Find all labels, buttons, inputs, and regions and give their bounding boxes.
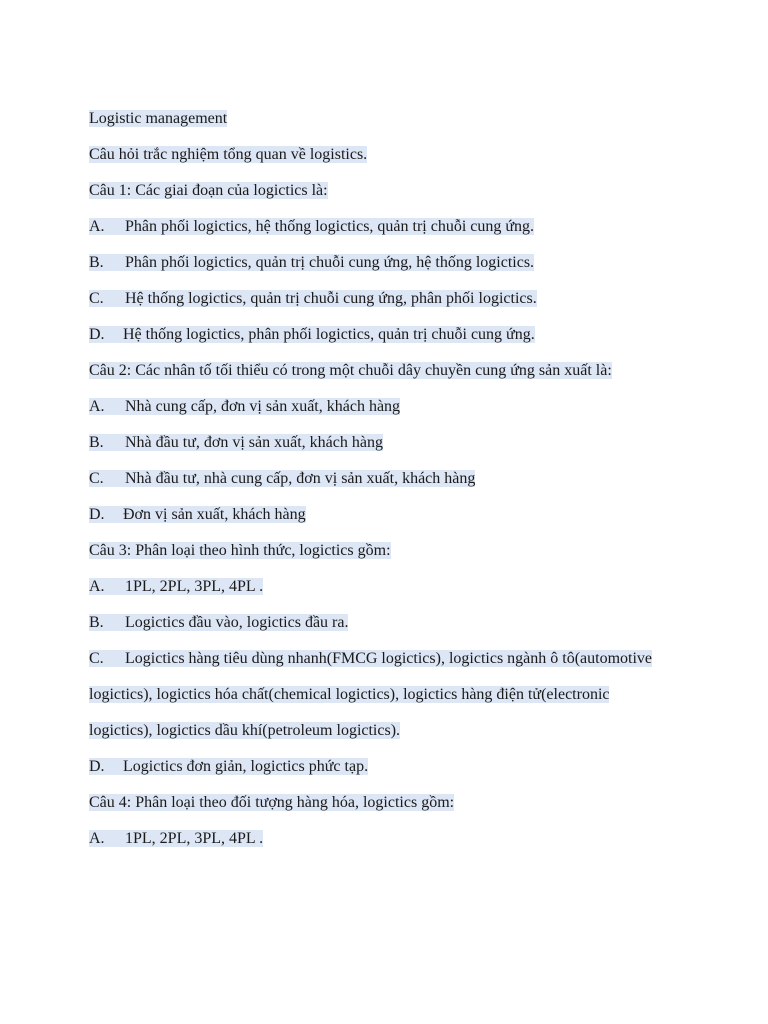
question-3-option-c-continued: logictics), logictics hóa chất(chemical logictics), logictics hàng điện tử(electronic — [89, 686, 610, 703]
question-2-option-b: B. Nhà đầu tư, đơn vị sản xuất, khách hàng — [89, 434, 383, 451]
document-body — [89, 108, 669, 864]
document-title: Logistic management — [89, 110, 228, 127]
question-1-option-d: D. Hệ thống logictics, phân phối logictics, quản trị chuỗi cung ứng. — [89, 326, 535, 343]
question-3: Câu 3: Phân loại theo hình thức, logictics gồm: — [89, 542, 391, 559]
question-1-option-c: C. Hệ thống logictics, quản trị chuỗi cung ứng, phân phối logictics. — [89, 290, 537, 307]
document-subtitle: Câu hỏi trắc nghiệm tổng quan về logistics. — [89, 146, 368, 163]
question-3-option-d: D. Logictics đơn giản, logictics phức tạp. — [89, 758, 369, 775]
question-1-option-a: A. Phân phối logictics, hệ thống logictics, quản trị chuỗi cung ứng. — [89, 218, 535, 235]
question-2-option-c: C. Nhà đầu tư, nhà cung cấp, đơn vị sản xuất, khách hàng — [89, 470, 476, 487]
question-3-option-c-continued-2: logictics), logictics dầu khí(petroleum logictics). — [89, 722, 401, 739]
question-2-option-d: D. Đơn vị sản xuất, khách hàng — [89, 506, 306, 523]
question-2: Câu 2: Các nhân tố tối thiểu có trong một chuỗi dây chuyền cung ứng sản xuất là: — [89, 362, 612, 379]
question-3-option-b: B. Logictics đầu vào, logictics đầu ra. — [89, 614, 349, 631]
question-3-option-c: C. Logictics hàng tiêu dùng nhanh(FMCG logictics), logictics ngành ô tô(automotive — [89, 650, 653, 667]
question-1: Câu 1: Các giai đoạn của logictics là: — [89, 182, 328, 199]
question-4: Câu 4: Phân loại theo đối tượng hàng hóa, logictics gồm: — [89, 794, 455, 811]
question-2-option-a: A. Nhà cung cấp, đơn vị sản xuất, khách hàng — [89, 398, 401, 415]
question-3-option-a: A. 1PL, 2PL, 3PL, 4PL . — [89, 578, 264, 595]
question-4-option-a: A. 1PL, 2PL, 3PL, 4PL . — [89, 830, 264, 847]
question-1-option-b: B. Phân phối logictics, quản trị chuỗi cung ứng, hệ thống logictics. — [89, 254, 535, 271]
